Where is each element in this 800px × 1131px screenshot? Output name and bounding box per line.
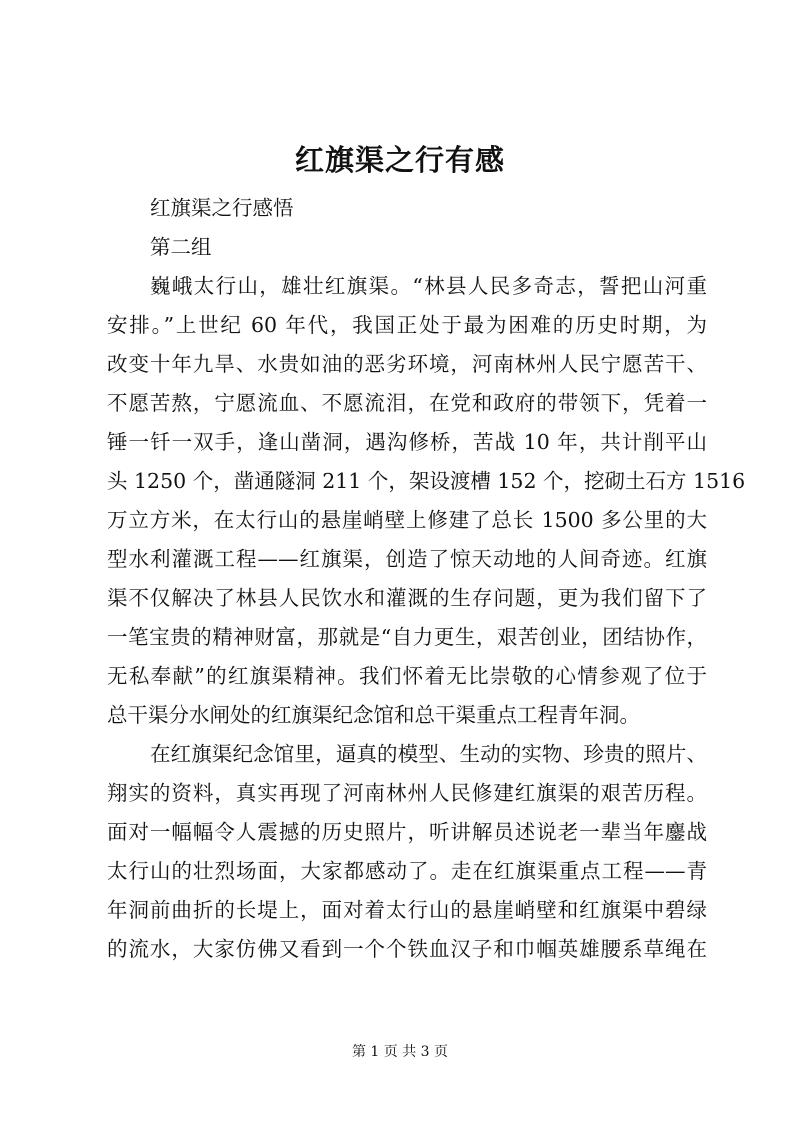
- paragraph-line: 不愿苦熬，宁愿流血、不愿流泪，在党和政府的带领下，凭着一: [107, 391, 707, 415]
- paragraph-line: 总干渠分水闸处的红旗渠纪念馆和总干渠重点工程青年洞。: [107, 703, 640, 727]
- paragraph-line: 渠不仅解决了林县人民饮水和灌溉的生存问题，更为我们留下了: [107, 586, 707, 610]
- paragraph-line: 安排。”上世纪 60 年代，我国正处于最为困难的历史时期，为: [107, 313, 707, 337]
- paragraph-line: 一笔宝贵的精神财富，那就是“自力更生，艰苦创业，团结协作，: [107, 625, 707, 649]
- paragraph-line: 型水利灌溉工程——红旗渠，创造了惊天动地的人间奇迹。红旗: [107, 547, 707, 571]
- paragraph-line: 锤一钎一双手，逢山凿洞，遇沟修桥，苦战 10 年，共计削平山: [107, 430, 707, 454]
- group-label: 第二组: [150, 235, 212, 259]
- paragraph-line: 太行山的壮烈场面，大家都感动了。走在红旗渠重点工程——青: [107, 859, 707, 883]
- paragraph-line: 无私奉献”的红旗渠精神。我们怀着无比崇敬的心情参观了位于: [107, 664, 707, 688]
- paragraph-line: 头 1250 个，凿通隧洞 211 个，架设渡槽 152 个，挖砌土石方 1516: [107, 469, 746, 493]
- paragraph-line: 面对一幅幅令人震撼的历史照片，听讲解员述说老一辈当年鏖战: [107, 820, 707, 844]
- paragraph-line: 万立方米，在太行山的悬崖峭壁上修建了总长 1500 多公里的大: [107, 508, 707, 532]
- paragraph-line: 的流水，大家仿佛又看到一个个铁血汉子和巾帼英雄腰系草绳在: [107, 937, 707, 961]
- subtitle: 红旗渠之行感悟: [150, 196, 294, 220]
- paragraph-line: 年洞前曲折的长堤上，面对着太行山的悬崖峭壁和红旗渠中碧绿: [107, 898, 707, 922]
- paragraph-line: 在红旗渠纪念馆里，逼真的模型、生动的实物、珍贵的照片、: [150, 742, 707, 766]
- paragraph-line: 巍峨太行山，雄壮红旗渠。“林县人民多奇志，誓把山河重: [150, 274, 707, 298]
- paragraph-line: 改变十年九旱、水贵如油的恶劣环境，河南林州人民宁愿苦干、: [107, 352, 707, 376]
- page-title: 红旗渠之行有感: [294, 143, 505, 177]
- page-footer: 第 1 页 共 3 页: [351, 1044, 449, 1060]
- paragraph-line: 翔实的资料，真实再现了河南林州人民修建红旗渠的艰苦历程。: [107, 781, 707, 805]
